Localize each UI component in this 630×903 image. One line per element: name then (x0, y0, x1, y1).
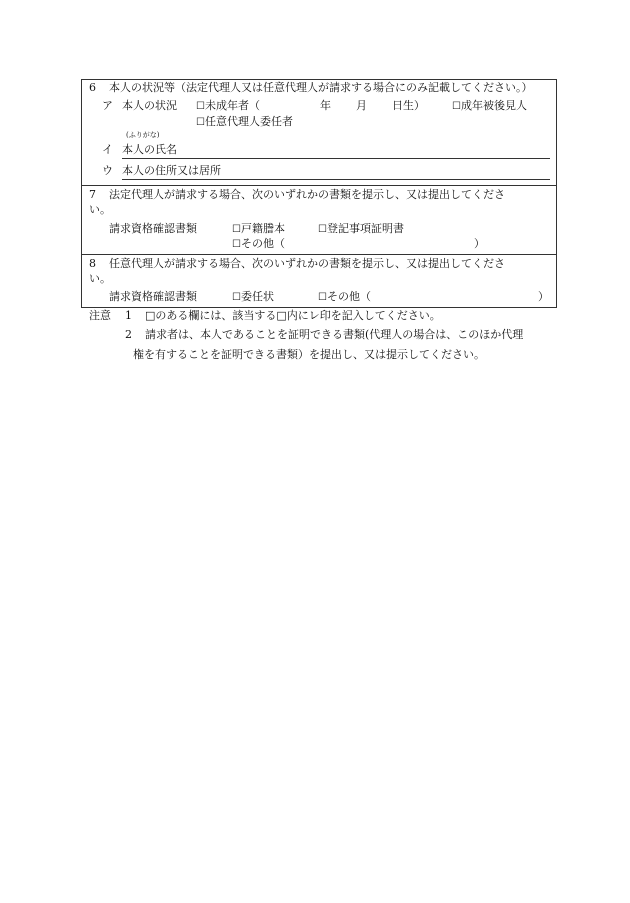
section-8 (82, 255, 556, 307)
section-8-doc-label: 請求資格確認書類 (109, 290, 197, 303)
note-2-number: 2 (125, 328, 132, 341)
section-7-other-checkbox-icon[interactable]: ☐ (232, 239, 241, 250)
birth-day-label: 日生） (392, 99, 425, 112)
birth-month-label: 月 (356, 99, 367, 112)
principal-name-field[interactable] (122, 158, 550, 159)
principal-name-label: 本人の氏名 (122, 143, 177, 156)
minor-checkbox-icon[interactable]: ☐ (196, 101, 205, 112)
koseki-option[interactable] (232, 222, 285, 237)
section-6-heading: 本人の状況等（法定代理人又は任意代理人が請求する場合にのみ記載してください。） (109, 81, 533, 94)
section-8-other-checkbox-icon[interactable]: ☐ (318, 292, 327, 303)
minor-option[interactable] (196, 99, 260, 114)
birth-year-label: 年 (320, 99, 331, 112)
minor-label: 未成年者（ (204, 99, 260, 112)
section-8-close-paren: ） (538, 290, 549, 303)
note-2-text-line2: 権を有することを証明できる書類）を提出し、又は提示してください。 (133, 348, 485, 361)
koseki-label: 戸籍謄本 (240, 222, 285, 235)
koseki-checkbox-icon[interactable]: ☐ (232, 224, 241, 235)
section-8-text-line1: 任意代理人が請求する場合、次のいずれかの書類を提示し、又は提出してくださ (109, 257, 505, 270)
proxy-letter-label: 委任状 (240, 290, 274, 303)
note-1-number: 1 (125, 309, 132, 322)
section-7-text-line1: 法定代理人が請求する場合、次のいずれかの書類を提示し、又は提出してくださ (109, 188, 505, 201)
section-7 (82, 186, 556, 255)
section-8-other-label: その他（ (326, 290, 371, 303)
adult-guardian-label: 成年被後見人 (460, 99, 527, 112)
section-7-doc-label: 請求資格確認書類 (109, 222, 197, 235)
registry-certificate-label: 登記事項証明書 (326, 222, 404, 235)
note-2-text-line1: 請求者は、本人であることを証明できる書類(代理人の場合は、このほか代理 (145, 328, 524, 341)
section-7-other-label: その他（ (240, 237, 285, 250)
notes-title: 注意 (89, 309, 111, 322)
note-1-text: □のある欄には、該当する□内にレ印を記入してください。 (145, 309, 441, 322)
principal-address-label: 本人の住所又は居所 (122, 164, 221, 177)
voluntary-principal-label: 任意代理人委任者 (204, 115, 293, 128)
section-6-number: 6 (89, 81, 96, 94)
section-8-number: 8 (89, 257, 96, 270)
adult-guardian-option[interactable] (452, 99, 527, 114)
item-a-mark: ア (102, 99, 113, 112)
voluntary-principal-option[interactable] (196, 115, 293, 130)
item-i-mark: イ (102, 143, 113, 156)
section-7-text-line2: い。 (89, 203, 111, 216)
item-a-label: 本人の状況 (122, 99, 177, 112)
section-8-text-line2: い。 (89, 272, 111, 285)
request-form-box (81, 79, 557, 308)
principal-address-field[interactable] (122, 179, 550, 180)
voluntary-principal-checkbox-icon[interactable]: ☐ (196, 117, 205, 128)
furigana-label: (ふりがな) (126, 131, 160, 139)
section-7-number: 7 (89, 188, 96, 201)
section-8-other-option[interactable] (318, 290, 371, 305)
section-7-other-option[interactable] (232, 237, 285, 252)
registry-certificate-option[interactable] (318, 222, 404, 237)
adult-guardian-checkbox-icon[interactable]: ☐ (452, 101, 461, 112)
proxy-letter-checkbox-icon[interactable]: ☐ (232, 292, 241, 303)
section-7-close-paren: ） (474, 237, 485, 250)
registry-certificate-checkbox-icon[interactable]: ☐ (318, 224, 327, 235)
section-6 (82, 80, 556, 186)
proxy-letter-option[interactable] (232, 290, 274, 305)
item-u-mark: ウ (102, 164, 113, 177)
